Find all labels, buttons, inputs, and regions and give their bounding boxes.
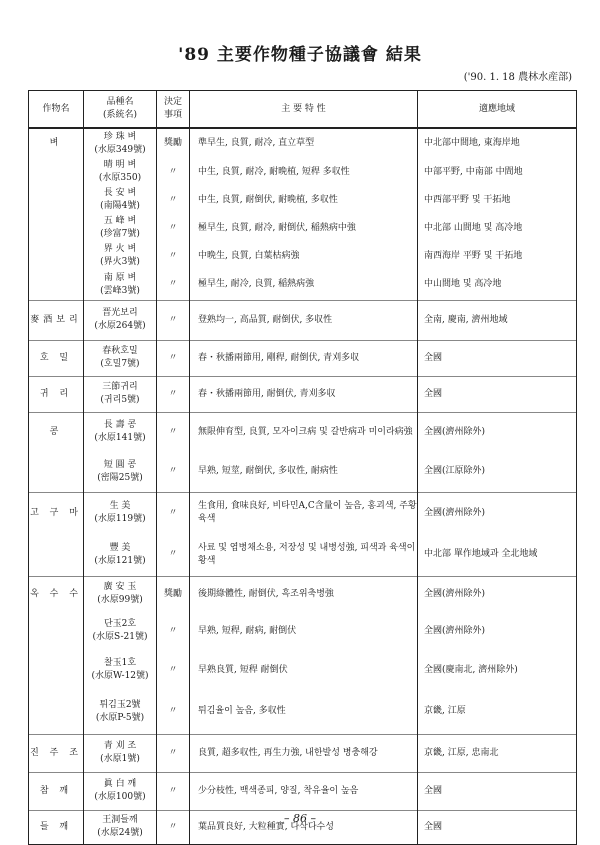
area-cell xyxy=(418,242,577,270)
crop-cell xyxy=(29,214,84,242)
features-text: 中生, 良質, 耐倒伏, 耐晩植, 多収性 xyxy=(198,194,338,205)
features-cell xyxy=(190,412,418,452)
variety-cell xyxy=(84,128,157,158)
area-cell xyxy=(418,452,577,492)
decision-cell xyxy=(157,690,190,734)
decision-cell xyxy=(157,452,190,492)
table-row xyxy=(29,186,577,214)
variety-cell xyxy=(84,158,157,186)
variety-name: 生 美 xyxy=(109,501,131,512)
features-cell xyxy=(190,492,418,534)
table-row xyxy=(29,376,577,412)
features-text: 登熟均一, 高品質, 耐倒伏, 多収性 xyxy=(198,314,333,325)
variety-cell xyxy=(84,650,157,690)
variety-name: 春秋호밀 xyxy=(102,346,138,356)
variety-line: (水原99號) xyxy=(97,595,143,606)
variety-name: 短 圓 콩 xyxy=(103,459,137,470)
features-text: 極早生, 耐冷, 良質, 稲熱病強 xyxy=(198,279,315,290)
area-text: 全國 xyxy=(424,388,443,399)
crop-cell xyxy=(29,612,84,650)
variety-name: 五 峰 벼 xyxy=(103,216,137,226)
variety-name: 三節귀리 xyxy=(102,382,138,392)
area-text: 全國 xyxy=(424,352,443,363)
variety-name: 튀김玉2號 xyxy=(99,699,141,710)
features-text: 早熟良質, 短稈 耐倒伏 xyxy=(198,664,288,675)
header-features: 主 要 特 性 xyxy=(190,91,418,129)
variety-line: (水原W-12號) xyxy=(91,671,149,681)
area-text: 全國(濟州除外) xyxy=(424,588,486,599)
variety-name: 南 原 벼 xyxy=(103,272,137,283)
features-cell xyxy=(190,340,418,376)
area-text: 中山間地 및 高冷地 xyxy=(424,279,502,290)
decision-value: 〃 xyxy=(168,314,178,325)
features-text: 春・秋播兩節用, 剛稈, 耐倒伏, 青刈多収 xyxy=(198,352,360,363)
features-text: 春・秋播兩節用, 耐倒伏, 青刈多収 xyxy=(198,388,336,399)
variety-line: (水原121號) xyxy=(94,555,146,566)
variety-cell xyxy=(84,772,157,810)
variety-cell xyxy=(84,186,157,214)
variety-line: (南陽4號) xyxy=(100,201,140,211)
area-cell xyxy=(418,270,577,300)
variety-name: 珍 珠 벼 xyxy=(103,131,137,142)
features-text: 良質, 超多収性, 再生力強, 내한발성 병충해강 xyxy=(198,747,378,758)
features-text: 中晩生, 良質, 白葉枯病強 xyxy=(198,250,300,261)
table-row xyxy=(29,128,577,158)
features-cell xyxy=(190,214,418,242)
variety-cell xyxy=(84,376,157,412)
variety-cell xyxy=(84,690,157,734)
crop-name: 고 구 마 xyxy=(30,507,82,518)
document-date: ('90. 1. 18 農林水産部) xyxy=(463,72,572,83)
area-cell xyxy=(418,214,577,242)
header-decision xyxy=(157,91,190,129)
features-text: 早熟, 短莖, 耐倒伏, 多収性, 耐病性 xyxy=(198,466,338,477)
area-cell xyxy=(418,158,577,186)
decision-cell xyxy=(157,242,190,270)
header-crop: 作物名 xyxy=(29,91,84,129)
decision-cell xyxy=(157,128,190,158)
table-header-row xyxy=(29,91,577,129)
table-row xyxy=(29,412,577,452)
features-text: 極早生, 良質, 耐冷, 耐倒伏, 稲熱病中強 xyxy=(198,222,356,233)
area-cell xyxy=(418,650,577,690)
features-text: 無限伸育型, 良質, 모자이크病 및 갈반病과 미이라病強 xyxy=(198,426,413,437)
decision-value: 獎勵 xyxy=(163,138,182,148)
crop-cell xyxy=(29,242,84,270)
crop-cell xyxy=(29,270,84,300)
decision-cell xyxy=(157,412,190,452)
area-cell xyxy=(418,376,577,412)
variety-cell xyxy=(84,534,157,576)
variety-name: 廣 安 玉 xyxy=(103,582,137,593)
decision-value: 〃 xyxy=(168,166,178,177)
decision-value: 〃 xyxy=(168,194,178,205)
table-row xyxy=(29,242,577,270)
features-cell xyxy=(190,186,418,214)
crop-name: 벼 xyxy=(49,138,63,148)
page-number: – 86 – xyxy=(284,812,316,825)
features-cell xyxy=(190,452,418,492)
area-text: 全國(濟州除外) xyxy=(424,507,486,518)
document-title: '89 主要作物種子協議會 結果 xyxy=(178,45,422,65)
variety-name: 晴 明 벼 xyxy=(103,160,137,170)
features-cell xyxy=(190,158,418,186)
crop-cell xyxy=(29,492,84,534)
variety-line: (珍富7號) xyxy=(100,229,140,239)
decision-cell xyxy=(157,340,190,376)
crop-name: 콩 xyxy=(49,426,63,437)
features-text: 生食用, 食味良好, 비타민A,C含量이 높음, 홍괴색, 주황육색 xyxy=(198,501,417,525)
crop-name: 들 깨 xyxy=(39,821,73,832)
features-cell xyxy=(190,576,418,612)
features-cell xyxy=(190,690,418,734)
area-cell xyxy=(418,690,577,734)
variety-line: (水原349號) xyxy=(94,144,146,155)
area-cell xyxy=(418,186,577,214)
variety-cell xyxy=(84,452,157,492)
features-cell xyxy=(190,270,418,300)
crop-name: 귀 리 xyxy=(39,388,73,399)
area-text: 中北部中間地, 東海岸地 xyxy=(424,138,520,148)
crop-cell xyxy=(29,340,84,376)
crop-cell xyxy=(29,772,84,810)
area-text: 全國 xyxy=(424,821,443,832)
decision-cell xyxy=(157,534,190,576)
features-cell xyxy=(190,534,418,576)
decision-value: 〃 xyxy=(168,279,178,290)
variety-line: (호밀7號) xyxy=(100,359,140,369)
variety-line: (水原264號) xyxy=(94,321,146,331)
table-row xyxy=(29,214,577,242)
variety-line: (水原P-5號) xyxy=(95,712,145,723)
variety-line: (雲峰3號) xyxy=(100,285,140,296)
area-cell xyxy=(418,128,577,158)
variety-cell xyxy=(84,612,157,650)
area-cell xyxy=(418,576,577,612)
table-row xyxy=(29,270,577,300)
table-body xyxy=(29,128,577,844)
decision-value: 獎勵 xyxy=(163,588,182,599)
area-text: 全南, 慶南, 濟州地域 xyxy=(424,314,508,325)
crop-cell xyxy=(29,734,84,772)
variety-cell xyxy=(84,492,157,534)
crop-cell xyxy=(29,534,84,576)
variety-name: 豐 美 xyxy=(109,542,131,553)
area-cell xyxy=(418,612,577,650)
features-cell xyxy=(190,650,418,690)
table-row xyxy=(29,772,577,810)
decision-value: 〃 xyxy=(168,388,178,399)
decision-value: 〃 xyxy=(168,821,178,832)
header-variety-line: (系統名) xyxy=(102,110,138,120)
decision-cell xyxy=(157,734,190,772)
decision-value: 〃 xyxy=(168,466,178,477)
area-text: 全國(濟州除外) xyxy=(424,426,486,437)
area-text: 全國 xyxy=(424,785,443,796)
features-cell xyxy=(190,612,418,650)
header-decision-line1: 決定 xyxy=(163,97,182,107)
features-text: 少分枝性, 백색종피, 양질, 착유율이 높음 xyxy=(198,785,359,796)
area-cell xyxy=(418,492,577,534)
crop-cell xyxy=(29,576,84,612)
decision-value: 〃 xyxy=(168,222,178,233)
variety-line: (水原S-21號) xyxy=(92,632,148,642)
decision-value: 〃 xyxy=(168,625,178,636)
decision-cell xyxy=(157,576,190,612)
crop-cell xyxy=(29,128,84,158)
decision-cell xyxy=(157,376,190,412)
decision-value: 〃 xyxy=(168,747,178,758)
area-text: 中部平野, 中南部 中間地 xyxy=(424,166,523,177)
table-row xyxy=(29,300,577,340)
variety-name: 長 安 벼 xyxy=(103,188,137,198)
variety-line: (水原350) xyxy=(98,173,142,183)
area-cell xyxy=(418,772,577,810)
decision-cell xyxy=(157,214,190,242)
table-row xyxy=(29,492,577,534)
features-text: 사료 및 엽병채소용, 저장성 및 내병성強, 피색과 육색이 황색 xyxy=(198,542,416,566)
table-row xyxy=(29,158,577,186)
crop-cell xyxy=(29,412,84,452)
area-text: 中北部 山間地 및 高冷地 xyxy=(424,222,523,233)
crop-name: 麥酒보리 xyxy=(30,314,82,325)
variety-line: (귀리5號) xyxy=(100,395,140,405)
features-text: 튀김율이 높음, 多収性 xyxy=(198,706,286,717)
decision-cell xyxy=(157,612,190,650)
features-cell xyxy=(190,128,418,158)
variety-cell xyxy=(84,270,157,300)
header-variety-name: 品種名 xyxy=(106,97,134,107)
crop-cell xyxy=(29,300,84,340)
table-row xyxy=(29,534,577,576)
variety-cell xyxy=(84,340,157,376)
decision-value: 〃 xyxy=(168,250,178,261)
variety-name: 眞 白 깨 xyxy=(103,779,137,789)
variety-line: (密陽25號) xyxy=(97,472,143,483)
area-text: 京畿, 江原 xyxy=(424,706,466,717)
features-text: 葉品質良好, 大粒種實, 다삭다수성 xyxy=(198,821,334,832)
table-row xyxy=(29,340,577,376)
seed-council-results-table xyxy=(28,90,577,845)
area-cell xyxy=(418,340,577,376)
variety-cell xyxy=(84,214,157,242)
variety-name: 晋光보리 xyxy=(102,308,138,318)
variety-line: (水原119號) xyxy=(94,514,146,525)
crop-name: 옥 수 수 xyxy=(30,588,82,599)
decision-cell xyxy=(157,772,190,810)
decision-cell xyxy=(157,158,190,186)
table-row xyxy=(29,650,577,690)
variety-line: (水原24號) xyxy=(97,828,143,838)
table-row xyxy=(29,690,577,734)
variety-cell xyxy=(84,242,157,270)
crop-cell xyxy=(29,690,84,734)
decision-cell xyxy=(157,186,190,214)
crop-cell xyxy=(29,158,84,186)
decision-cell xyxy=(157,270,190,300)
table-row xyxy=(29,734,577,772)
variety-line: (水原1號) xyxy=(100,754,140,764)
variety-line: (水原141號) xyxy=(94,433,146,444)
area-cell xyxy=(418,734,577,772)
crop-cell xyxy=(29,186,84,214)
crop-cell xyxy=(29,452,84,492)
crop-name: 호 밀 xyxy=(39,352,73,363)
decision-cell xyxy=(157,300,190,340)
header-decision-line2: 事項 xyxy=(163,110,182,120)
features-text: 中生, 良質, 耐冷, 耐晩植, 短稈 多収性 xyxy=(198,166,350,177)
decision-value: 〃 xyxy=(168,549,178,560)
table-row xyxy=(29,452,577,492)
crop-cell xyxy=(29,650,84,690)
crop-cell xyxy=(29,376,84,412)
variety-cell xyxy=(84,300,157,340)
area-text: 全國(慶南北, 濟州除外) xyxy=(424,664,518,675)
area-text: 京畿, 江原, 忠南北 xyxy=(424,747,499,758)
variety-line: (水原100號) xyxy=(94,792,146,802)
decision-value: 〃 xyxy=(168,664,178,675)
decision-cell xyxy=(157,650,190,690)
decision-value: 〃 xyxy=(168,785,178,796)
features-text: 後期綠體性, 耐倒伏, 흑조위축병強 xyxy=(198,588,334,599)
area-cell xyxy=(418,534,577,576)
decision-value: 〃 xyxy=(168,706,178,717)
variety-cell xyxy=(84,576,157,612)
header-area: 適應地域 xyxy=(418,91,577,129)
variety-name: 찰玉1호 xyxy=(103,658,137,668)
crop-name: 진 주 조 xyxy=(30,747,82,758)
variety-cell xyxy=(84,734,157,772)
features-text: 準早生, 良質, 耐冷, 直立草型 xyxy=(198,138,315,148)
variety-name: 青 刈 조 xyxy=(103,741,137,751)
table-row xyxy=(29,576,577,612)
variety-line: (界火3號) xyxy=(100,257,140,267)
crop-name: 참 깨 xyxy=(39,785,73,796)
features-cell xyxy=(190,734,418,772)
area-text: 全國(濟州除外) xyxy=(424,625,486,636)
area-cell xyxy=(418,412,577,452)
area-text: 南西海岸 平野 및 干拓地 xyxy=(424,250,523,261)
variety-name: 王洞들깨 xyxy=(102,815,138,825)
features-cell xyxy=(190,300,418,340)
features-text: 早熟, 短稈, 耐病, 耐倒伏 xyxy=(198,625,297,636)
header-variety xyxy=(84,91,157,129)
area-cell xyxy=(418,300,577,340)
variety-cell xyxy=(84,412,157,452)
area-text: 中西部平野 및 干拓地 xyxy=(424,194,511,205)
decision-value: 〃 xyxy=(168,426,178,437)
variety-name: 단玉2호 xyxy=(103,619,137,629)
decision-value: 〃 xyxy=(168,507,178,518)
decision-cell xyxy=(157,492,190,534)
variety-name: 長 壽 콩 xyxy=(103,420,137,431)
features-cell xyxy=(190,772,418,810)
variety-name: 界 火 벼 xyxy=(103,244,137,254)
decision-value: 〃 xyxy=(168,352,178,363)
area-text: 全國(江原除外) xyxy=(424,466,486,477)
area-text: 中北部 單作地域과 全北地域 xyxy=(424,549,538,560)
features-cell xyxy=(190,376,418,412)
table-row xyxy=(29,612,577,650)
features-cell xyxy=(190,242,418,270)
